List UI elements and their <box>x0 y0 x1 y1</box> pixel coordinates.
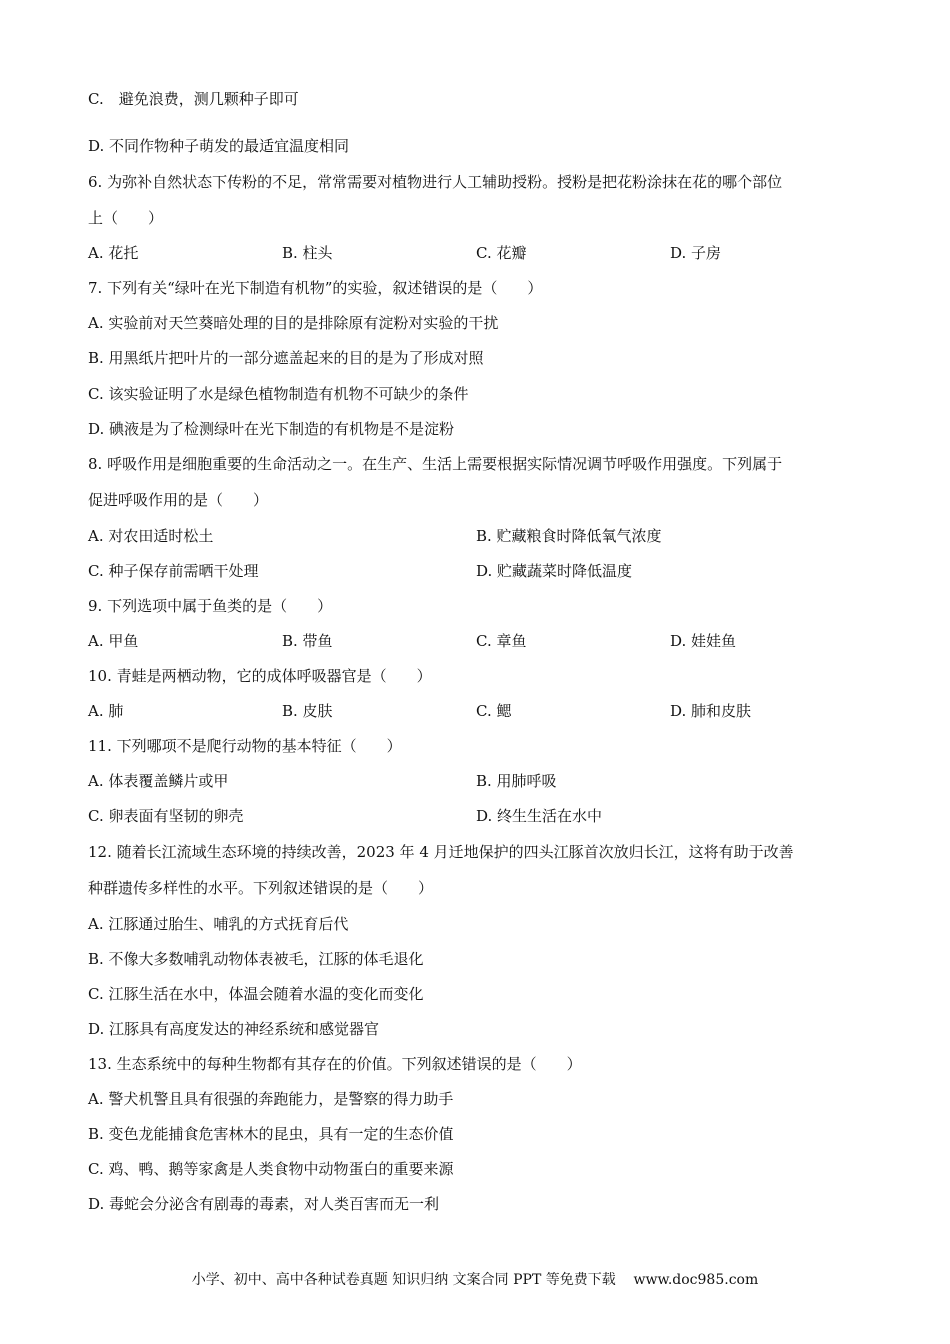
q11-stem: 11. 下列哪项不是爬行动物的基本特征（ ） <box>88 737 402 755</box>
q6-option-a: A. 花托 <box>88 244 139 262</box>
q7-option-b: B. 用黑纸片把叶片的一部分遮盖起来的目的是为了形成对照 <box>88 349 484 367</box>
q11-option-c: C. 卵表面有坚韧的卵壳 <box>88 807 244 825</box>
q8-option-a: A. 对农田适时松土 <box>88 527 214 545</box>
q11-option-d: D. 终生生活在水中 <box>476 807 603 825</box>
q10-option-b: B. 皮肤 <box>282 702 333 720</box>
q12-option-c: C. 江豚生活在水中，体温会随着水温的变化而变化 <box>88 985 424 1003</box>
q6-option-b: B. 柱头 <box>282 244 333 262</box>
q7-option-a: A. 实验前对天竺葵暗处理的目的是排除原有淀粉对实验的干扰 <box>88 314 499 332</box>
footer-text: 小学、初中、高中各种试卷真题 知识归纳 文案合同 PPT 等免费下载 <box>191 1272 616 1288</box>
q7-stem: 7. 下列有关“绿叶在光下制造有机物”的实验，叙述错误的是（ ） <box>88 279 543 297</box>
q12-stem-line1: 12. 随着长江流域生态环境的持续改善，2023 年 4 月迁地保护的四头江豚首次放归长江，这将有助于改善 <box>88 843 794 861</box>
q13-option-c: C. 鸡、鸭、鹅等家禽是人类食物中动物蛋白的重要来源 <box>88 1160 454 1178</box>
q10-option-a: A. 肺 <box>88 702 124 720</box>
q13-option-b: B. 变色龙能捕食危害林木的昆虫，具有一定的生态价值 <box>88 1125 454 1143</box>
q12-option-a: A. 江豚通过胎生、哺乳的方式抚育后代 <box>88 915 349 933</box>
page-footer <box>0 1270 950 1290</box>
q10-stem: 10. 青蛙是两栖动物，它的成体呼吸器官是（ ） <box>88 667 432 685</box>
q6-stem-line2: 上（ ） <box>88 209 164 227</box>
q8-option-c: C. 种子保存前需晒干处理 <box>88 562 259 580</box>
q6-option-c: C. 花瓣 <box>476 244 527 262</box>
q13-option-d: D. 毒蛇会分泌含有剧毒的毒素，对人类百害而无一利 <box>88 1195 440 1213</box>
q12-option-b: B. 不像大多数哺乳动物体表被毛，江豚的体毛退化 <box>88 950 424 968</box>
q8-stem-line2: 促进呼吸作用的是（ ） <box>88 491 269 509</box>
q12-option-d: D. 江豚具有高度发达的神经系统和感觉器官 <box>88 1020 380 1038</box>
q9-option-d: D. 娃娃鱼 <box>670 632 737 650</box>
q12-stem-line2: 种群遗传多样性的水平。下列叙述错误的是（ ） <box>88 879 434 897</box>
q7-option-c: C. 该实验证明了水是绿色植物制造有机物不可缺少的条件 <box>88 385 469 403</box>
q6-stem-line1: 6. 为弥补自然状态下传粉的不足，常常需要对植物进行人工辅助授粉。授粉是把花粉涂抹在花的哪个部位 <box>88 173 783 191</box>
q10-option-c: C. 鳃 <box>476 702 512 720</box>
q11-option-b: B. 用肺呼吸 <box>476 772 557 790</box>
q5-option-c: C. 避免浪费，测几颗种子即可 <box>88 90 299 108</box>
q9-option-a: A. 甲鱼 <box>88 632 139 650</box>
q9-option-b: B. 带鱼 <box>282 632 333 650</box>
q8-stem-line1: 8. 呼吸作用是细胞重要的生命活动之一。在生产、生活上需要根据实际情况调节呼吸作用强度。下列属于 <box>88 455 783 473</box>
footer-url[interactable]: www.doc985.com <box>633 1272 759 1288</box>
q8-option-b: B. 贮藏粮食时降低氧气浓度 <box>476 527 662 545</box>
q9-option-c: C. 章鱼 <box>476 632 527 650</box>
q8-option-d: D. 贮藏蔬菜时降低温度 <box>476 562 633 580</box>
q9-stem: 9. 下列选项中属于鱼类的是（ ） <box>88 597 333 615</box>
q13-option-a: A. 警犬机警且具有很强的奔跑能力，是警察的得力助手 <box>88 1090 454 1108</box>
q10-option-d: D. 肺和皮肤 <box>670 702 752 720</box>
q6-option-d: D. 子房 <box>670 244 722 262</box>
q7-option-d: D. 碘液是为了检测绿叶在光下制造的有机物是不是淀粉 <box>88 420 455 438</box>
q11-option-a: A. 体表覆盖鳞片或甲 <box>88 772 229 790</box>
q5-option-d: D. 不同作物种子萌发的最适宜温度相同 <box>88 137 350 155</box>
q13-stem: 13. 生态系统中的每种生物都有其存在的价值。下列叙述错误的是（ ） <box>88 1055 582 1073</box>
